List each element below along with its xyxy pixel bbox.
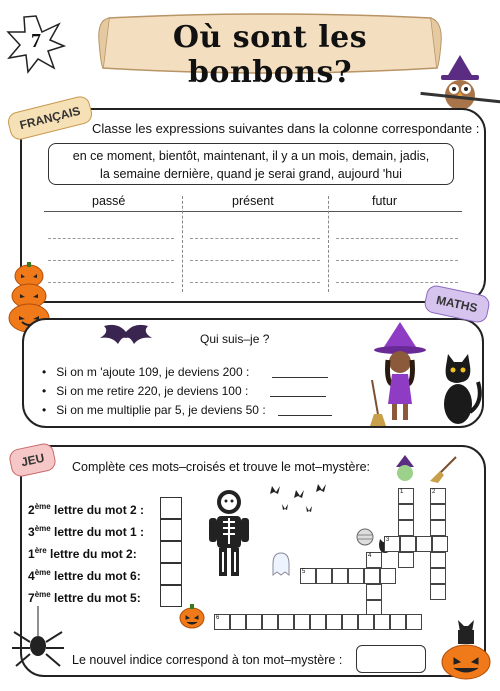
crossword-cell[interactable] (278, 614, 294, 630)
clue (28, 546, 137, 561)
clue-suffix: ème (34, 568, 51, 577)
crossword-cell[interactable] (380, 568, 396, 584)
clue-number: 7 (28, 591, 35, 605)
crossword-cell[interactable] (262, 614, 278, 630)
witch-face-icon (392, 455, 418, 483)
answer-letter-box[interactable] (160, 497, 182, 519)
spider-icon (8, 606, 68, 676)
clue-text: lettre du mot 5: (50, 591, 141, 605)
crossword-cell[interactable] (400, 536, 416, 552)
maths-tag: MATHS (423, 284, 491, 325)
clue-number: 4 (28, 569, 35, 583)
crossword-cell[interactable] (430, 520, 446, 536)
column-header-passe: passé (92, 194, 126, 208)
clue-suffix: ème (34, 590, 51, 599)
crossword-cell[interactable] (398, 504, 414, 520)
clue-number: 3 (28, 525, 35, 539)
crossword-cell[interactable] (246, 614, 262, 630)
answer-line[interactable] (48, 260, 174, 261)
maths-title: Qui suis–je ? (200, 332, 270, 346)
crossword-number: 2 (432, 489, 436, 495)
crossword-cell[interactable] (398, 520, 414, 536)
francais-tag: FRANÇAIS (6, 94, 94, 141)
crossword-cell[interactable] (230, 614, 246, 630)
clue-text: lettre du mot 2: (46, 547, 137, 561)
clue-text: lettre du mot 1 : (50, 525, 145, 539)
crossword-cell[interactable] (416, 536, 432, 552)
answer-line[interactable] (336, 282, 458, 283)
clue (28, 502, 144, 517)
answer-line[interactable] (190, 260, 320, 261)
pumpkin-icon (178, 602, 206, 630)
answer-letter-box[interactable] (160, 519, 182, 541)
crossword-cell[interactable] (316, 568, 332, 584)
crossword-cell[interactable] (430, 568, 446, 584)
broom-icon (428, 455, 458, 483)
clue-suffix: ème (34, 502, 51, 511)
clue-suffix: ème (34, 524, 51, 533)
mummy-icon (356, 528, 374, 546)
crossword-cell[interactable] (406, 614, 422, 630)
clue-text: lettre du mot 2 : (50, 503, 145, 517)
maths-item: • Si on me retire 220, je deviens 100 : (42, 384, 249, 398)
maths-item-text: Si on m 'ajoute 109, je deviens 200 : (56, 365, 250, 379)
maths-item-text: Si on me multiplie par 5, je deviens 50 : (56, 403, 266, 417)
clue (28, 568, 141, 583)
pumpkin-cat-icon (438, 618, 494, 680)
crossword-cell[interactable] (348, 568, 364, 584)
witch-girl-icon (366, 322, 428, 428)
crossword-cell[interactable] (398, 552, 414, 568)
maths-item-text: Si on me retire 220, je deviens 100 : (56, 384, 249, 398)
column-divider (328, 196, 329, 292)
crossword-cell[interactable] (390, 614, 406, 630)
answer-line[interactable] (190, 238, 320, 239)
table-header-rule (44, 211, 462, 212)
maths-item: • Si on me multiplie par 5, je deviens 50 : (42, 403, 266, 417)
word-list-line-2: la semaine dernière, quand je serai grand, aujourd 'hui (100, 167, 402, 181)
crossword-cell[interactable] (358, 614, 374, 630)
answer-line[interactable] (48, 282, 174, 283)
bat-icon (96, 320, 156, 348)
crossword-cell[interactable] (366, 584, 382, 600)
crossword-cell[interactable] (364, 568, 380, 584)
crossword-cell[interactable] (310, 614, 326, 630)
maths-answer-blank[interactable] (272, 367, 328, 378)
crossword-cell[interactable] (432, 536, 448, 552)
maths-item: • Si on m 'ajoute 109, je deviens 200 : (42, 365, 250, 379)
ghost-icon (272, 552, 290, 576)
crossword-number: 5 (302, 569, 306, 575)
clue-number: 1 (28, 547, 35, 561)
mystery-word-input[interactable] (356, 645, 426, 673)
page-title: Où sont les bonbons? (172, 20, 368, 90)
crossword-cell[interactable] (342, 614, 358, 630)
jeu-tag: JEU (8, 442, 58, 479)
crossword-cell[interactable] (430, 552, 446, 568)
answer-letter-box[interactable] (160, 541, 182, 563)
clue-text: lettre du mot 6: (50, 569, 141, 583)
word-list-line-1: en ce moment, bientôt, maintenant, il y a un mois, demain, jadis, (72, 149, 430, 163)
crossword-number: 3 (386, 537, 390, 543)
column-divider (182, 196, 183, 292)
crossword-cell[interactable] (430, 584, 446, 600)
francais-instruction: Classe les expressions suivantes dans la colonne correspondante : (92, 121, 480, 136)
answer-line[interactable] (336, 238, 458, 239)
answer-line[interactable] (190, 282, 320, 283)
flying-bats-icon (262, 480, 334, 516)
answer-line[interactable] (48, 238, 174, 239)
crossword-cell[interactable] (332, 568, 348, 584)
clue (28, 590, 141, 605)
maths-answer-blank[interactable] (278, 405, 332, 416)
crossword-number: 4 (368, 553, 372, 559)
crossword-number: 6 (216, 615, 220, 621)
skeleton-costume-kid-icon (205, 488, 253, 580)
clue (28, 524, 144, 539)
word-list-box (48, 143, 454, 185)
clue-suffix: ère (34, 546, 47, 555)
crossword-cell[interactable] (326, 614, 342, 630)
crossword-number: 1 (400, 489, 404, 495)
page-number: 7 (31, 30, 41, 52)
column-header-present: présent (232, 194, 274, 208)
jeu-instruction: Complète ces mots–croisés et trouve le mot–mystère: (72, 460, 371, 474)
black-cat-icon (438, 352, 484, 430)
clue-number: 2 (28, 503, 35, 517)
crossword-cell[interactable] (374, 614, 390, 630)
answer-line[interactable] (336, 260, 458, 261)
final-label: Le nouvel indice correspond à ton mot–mystère : (72, 653, 343, 667)
maths-answer-blank[interactable] (270, 386, 326, 397)
crossword-cell[interactable] (294, 614, 310, 630)
crossword-cell[interactable] (430, 504, 446, 520)
answer-letter-box[interactable] (160, 563, 182, 585)
column-header-futur: futur (372, 194, 398, 208)
